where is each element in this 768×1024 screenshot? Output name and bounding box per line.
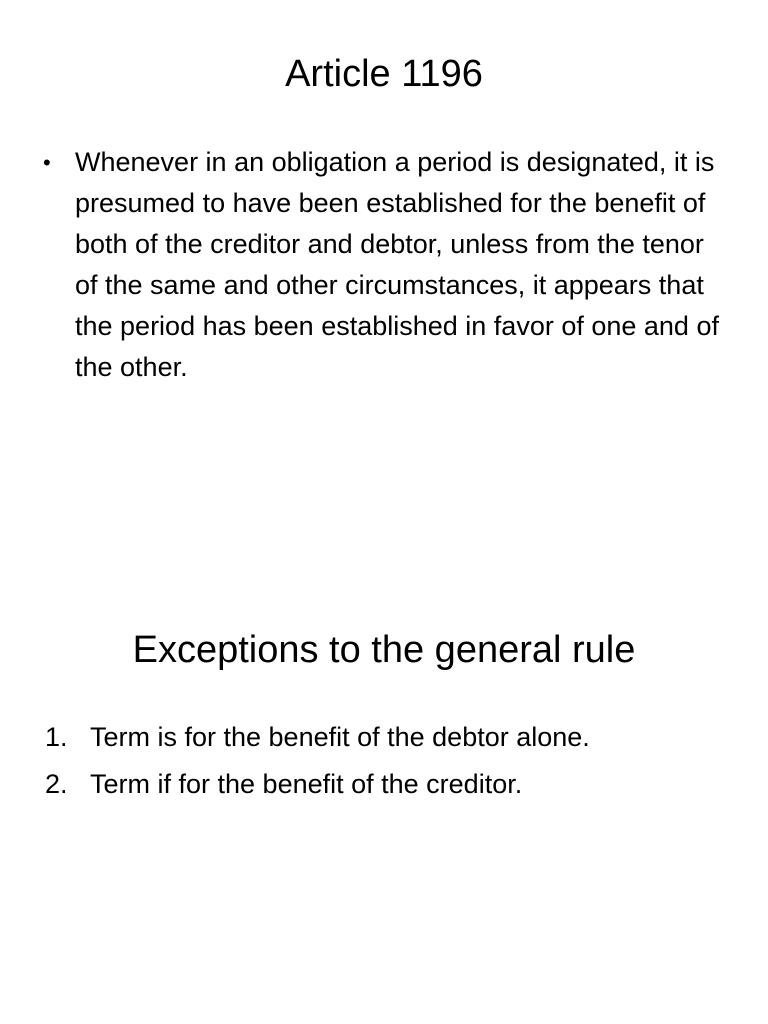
list-number: 2.: [45, 769, 68, 799]
slide-title: Exceptions to the general rule: [132, 629, 636, 671]
list-item: [45, 714, 745, 761]
list-number: 1.: [45, 722, 68, 752]
slide-exceptions: [0, 512, 768, 1024]
bullet-text: Whenever in an obligation a period is designated, it is presumed to have been established for the benefit of both of the creditor and debtor, unless from the tenor of the same and other circumstances, it appears that the period has been established in favor of one and of the other.: [75, 147, 719, 382]
list-item-text: Term is for the benefit of the debtor alone.: [90, 722, 590, 752]
list-item: [45, 761, 745, 808]
bullet-icon: •: [43, 150, 51, 175]
numbered-list: [45, 714, 745, 808]
list-item-text: Term if for the benefit of the creditor.: [90, 769, 523, 799]
bullet-list: [40, 142, 720, 388]
slide-title: Article 1196: [285, 53, 483, 95]
bullet-item: [40, 142, 720, 388]
